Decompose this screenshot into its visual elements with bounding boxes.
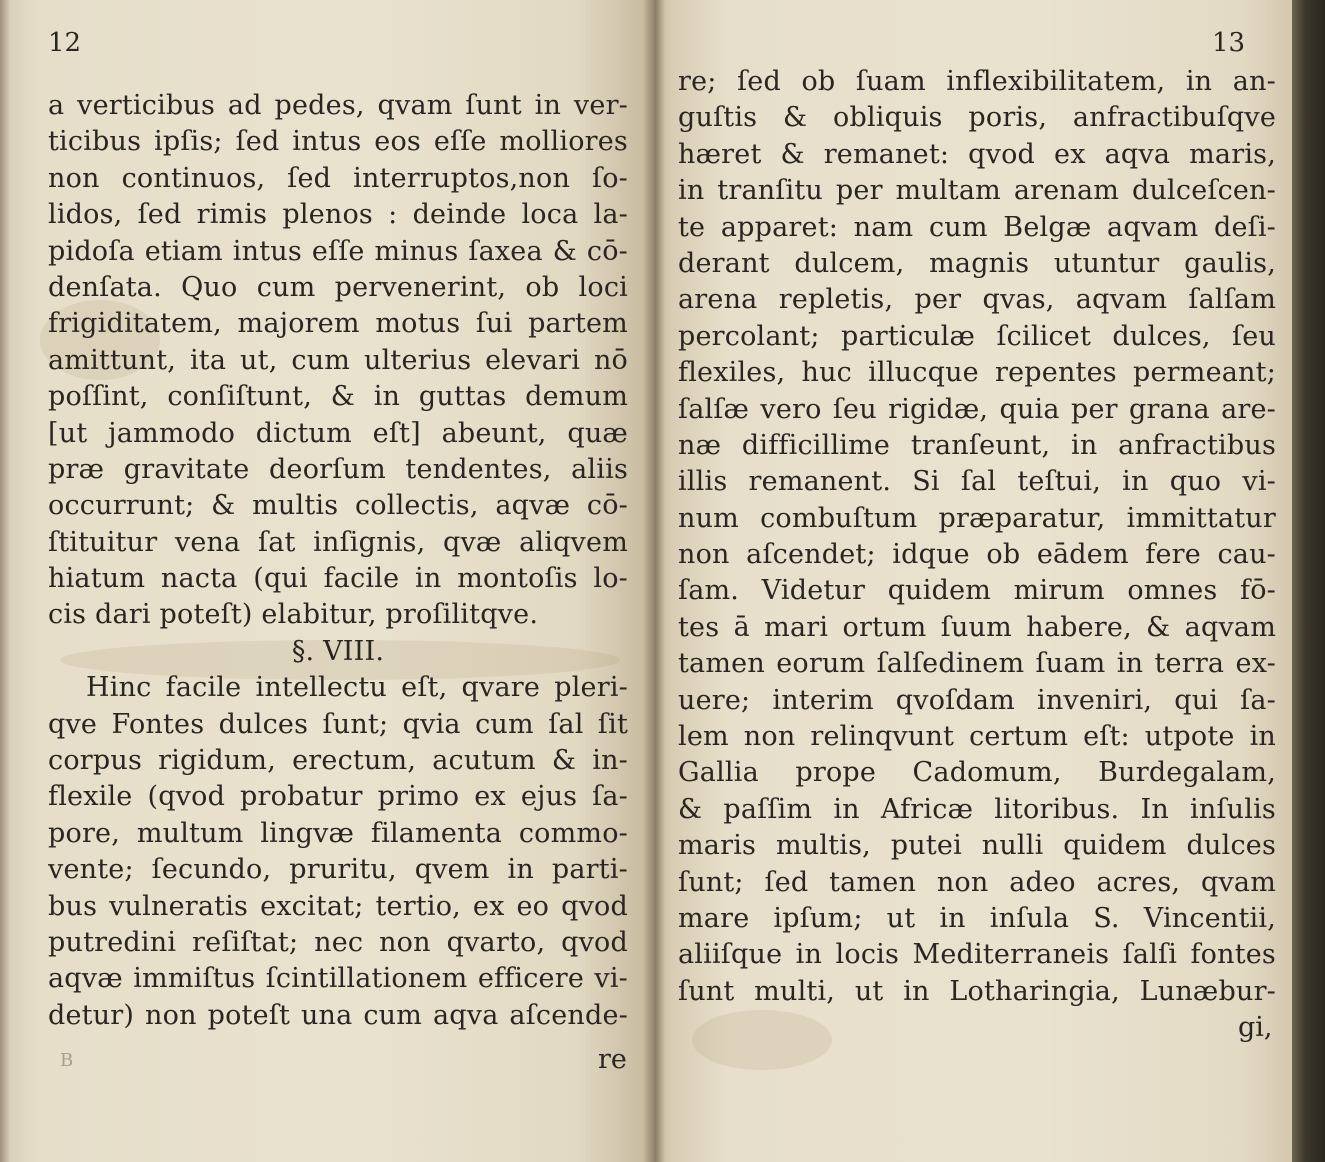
text-line: detur) non poteſt una cum aqva aſcende-	[48, 999, 628, 1031]
signature-mark: B	[60, 1050, 74, 1071]
text-line: ſalſæ vero ſeu rigidæ, quia per grana are-	[678, 393, 1276, 425]
catchword: gi,	[1238, 1012, 1273, 1043]
text-line: flexile (qvod probatur primo ex ejus ſa-	[48, 781, 628, 813]
text-line: mare ipſum; ut in inſula S. Vincentii,	[678, 902, 1276, 934]
text-line: te apparet: nam cum Belgæ aqvam deſi-	[678, 211, 1276, 243]
text-line: a verticibus ad pedes, qvam ſunt in ver-	[48, 90, 628, 121]
text-line: [ut jammodo dictum eſt] abeunt, quæ	[48, 417, 628, 449]
background-edge	[1292, 0, 1325, 1162]
book-gutter	[643, 0, 665, 1162]
text-line: uere; interim qvoſdam inveniri, qui ſa-	[678, 684, 1276, 716]
text-line: ſam. Videtur quidem mirum omnes fō-	[678, 575, 1276, 607]
text-line: præ gravitate deorſum tendentes, aliis	[48, 453, 628, 485]
text-line: lidos, ſed rimis plenos : deinde loca la-	[48, 199, 628, 231]
text-line: hæret & remanet: qvod ex aqva maris,	[678, 138, 1276, 170]
text-line: illis remanent. Si ſal teſtui, in quo vi-	[678, 466, 1276, 498]
paper-stain	[692, 1010, 832, 1070]
right-page	[652, 0, 1292, 1162]
text-line: percolant; particulæ ſcilicet dulces, ſeu	[678, 320, 1276, 352]
text-line: num combuſtum præparatur, immittatur	[678, 502, 1276, 534]
text-line: lem non relinqvunt certum eſt: utpote in	[678, 721, 1276, 753]
text-line: bus vulneratis excitat; tertio, ex eo qvod	[48, 890, 628, 922]
text-line: in tranſitu per multam arenam dulceſcen-	[678, 175, 1276, 207]
section-heading: §. VIII.	[291, 635, 385, 667]
text-line: tamen eorum ſalſedinem ſuam in terra ex-	[678, 648, 1276, 680]
text-block	[48, 88, 628, 1034]
text-line: non continuos, ſed interruptos,non ſo-	[48, 162, 628, 194]
text-line: ſunt multi, ut in Lotharingia, Lunæbur-	[678, 975, 1276, 1007]
text-line: Gallia prope Cadomum, Burdegalam,	[678, 757, 1276, 789]
left-page	[0, 0, 655, 1162]
text-line: aliiſque in locis Mediterraneis ſalſi fontes	[678, 939, 1276, 971]
text-line: aqvæ immiſtus ſcintillationem efficere vi-	[48, 963, 628, 995]
text-line: cis dari poteſt) elabitur, proſilitqve.	[48, 599, 539, 631]
page-edge-shadow	[0, 0, 10, 1162]
text-line: maris multis, putei nulli quidem dulces	[678, 830, 1276, 862]
page-number: 13	[1212, 28, 1246, 58]
text-block	[678, 64, 1276, 1010]
text-line: Hinc facile intellectu eſt, qvare pleri-	[86, 672, 628, 704]
text-line: næ difficillime tranſeunt, in anfractibus	[678, 429, 1276, 461]
text-line: ſtituitur vena ſat inſignis, qvæ aliqvem	[48, 526, 628, 558]
text-line: derant dulcem, magnis utuntur gaulis,	[678, 247, 1276, 279]
text-line: & paſſim in Africæ litoribus. In inſulis	[678, 793, 1276, 825]
text-line: poſſint, conſiſtunt, & in guttas demum	[48, 381, 628, 413]
text-line: denſata. Quo cum pervenerint, ob loci	[48, 271, 628, 303]
text-line: qve Fontes dulces ſunt; qvia cum ſal ſit	[48, 708, 628, 740]
text-line: guſtis & obliquis poris, anfractibuſqve	[678, 102, 1276, 134]
text-line: occurrunt; & multis collectis, aqvæ cō-	[48, 490, 628, 522]
text-line: frigiditatem, majorem motus ſui partem	[48, 308, 628, 340]
text-line: non aſcendet; idque ob eādem fere cau-	[678, 539, 1276, 571]
text-line: pidoſa etiam intus eſſe minus ſaxea & cō-	[48, 235, 628, 267]
text-line: flexiles, huc illucque repentes permeant;	[678, 357, 1276, 389]
text-line: corpus rigidum, erectum, acutum & in-	[48, 745, 628, 777]
text-line: arena repletis, per qvas, aqvam ſalſam	[678, 284, 1276, 316]
text-line: amittunt, ita ut, cum ulterius elevari nō	[48, 344, 628, 376]
text-line: hiatum nacta (qui facile in montoſis lo-	[48, 563, 628, 595]
text-line: ſunt; ſed tamen non adeo acres, qvam	[678, 866, 1276, 898]
text-line: tes ā mari ortum ſuum habere, & aqvam	[678, 611, 1276, 643]
page-number: 12	[48, 28, 82, 58]
text-line: putredini reſiſtat; nec non qvarto, qvod	[48, 926, 628, 958]
text-line: ticibus ipſis; ſed intus eos eſſe molliores	[48, 126, 628, 158]
text-line: pore, multum lingvæ filamenta commo-	[48, 817, 628, 849]
catchword: re	[598, 1044, 627, 1075]
text-line: re; ſed ob ſuam inflexibilitatem, in an-	[678, 66, 1276, 97]
text-line: vente; ſecundo, pruritu, qvem in parti-	[48, 854, 628, 886]
